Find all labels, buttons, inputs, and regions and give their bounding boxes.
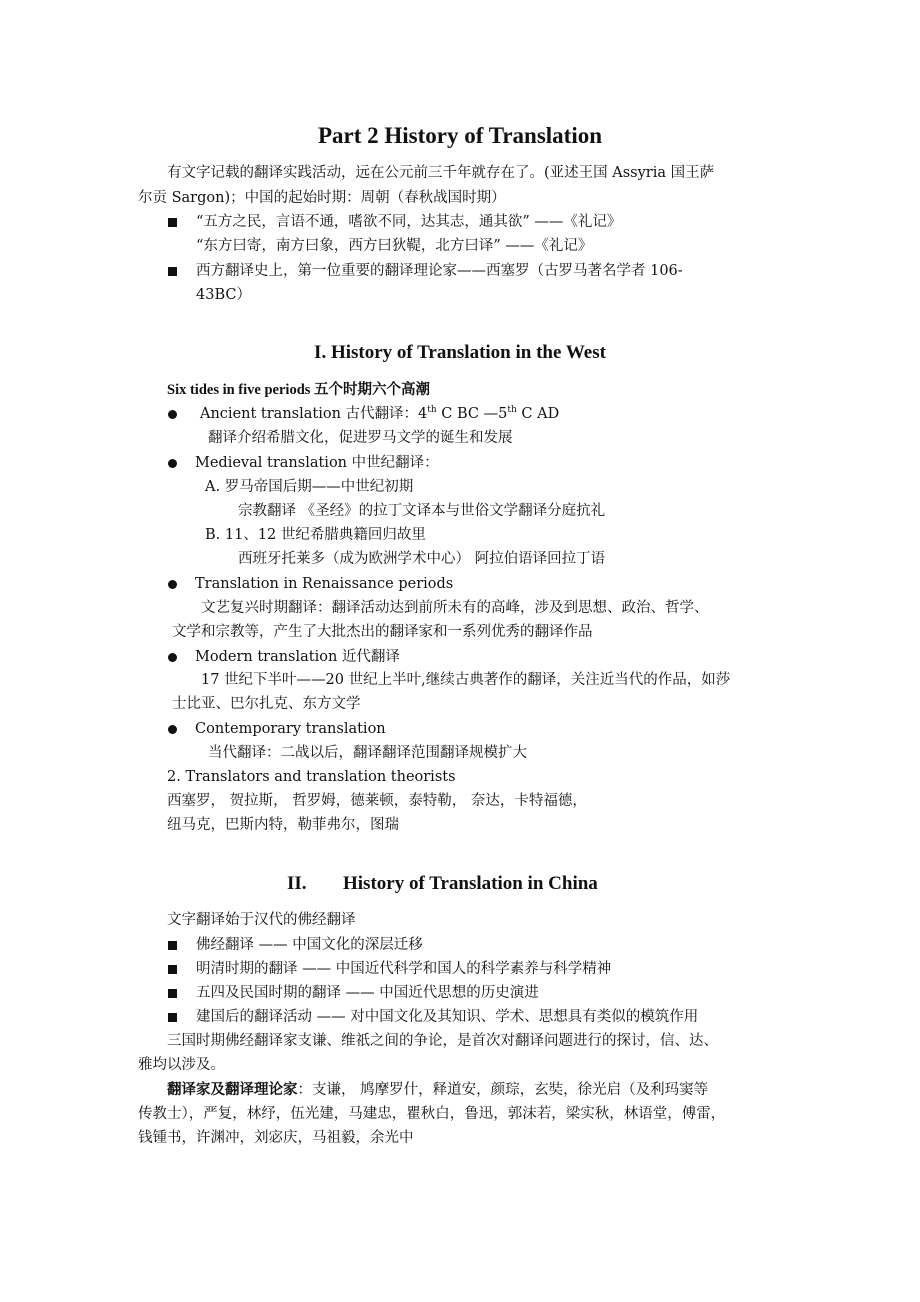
contemporary-desc: 当代翻译：二战以后，翻译翻译范围翻译规模扩大 [208, 745, 527, 761]
modern-desc-1: 17 世纪下半叶——20 世纪上半叶,继续古典著作的翻译，关注近当代的作品，如莎 [201, 672, 731, 688]
china-para-1-line-2: 雅均以涉及。 [138, 1057, 225, 1073]
cicero-line-1: 西方翻译史上，第一位重要的翻译理论家——西塞罗（古罗马著名学者 106- [196, 263, 683, 279]
section-heading-china-number: II. [287, 873, 307, 894]
square-bullet-icon [168, 983, 177, 1003]
west-translators-line-1: 西塞罗， 贺拉斯， 哲罗姆，德莱顿，泰特勒， 奈达，卡特福德， [167, 793, 587, 809]
contemporary-translation-label: Contemporary translation [195, 721, 386, 737]
square-bullet-icon [168, 935, 177, 955]
intro-line-2: 尔贡 Sargon)；中国的起始时期：周朝（春秋战国时期） [138, 190, 506, 206]
renaissance-desc-2: 文学和宗教等，产生了大批杰出的翻译家和一系列优秀的翻译作品 [172, 624, 593, 640]
china-bullet-ming-qing: 明清时期的翻译 —— 中国近代科学和国人的科学素养与科学精神 [196, 961, 612, 977]
round-bullet-icon [168, 453, 177, 473]
quote-liji-2: “东方曰寄，南方曰象，西方曰狄鞮，北方曰译” ——《礼记》 [196, 238, 593, 254]
china-para-2-line-3: 钱锺书，许渊冲，刘宓庆，马祖毅，余光中 [138, 1130, 414, 1146]
china-para-2-line-1: 翻译家及翻译理论家：支谦， 鸠摩罗什，释道安，颜琮，玄奘，徐光启（及利玛窦等 [167, 1081, 709, 1098]
china-translators-label: 翻译家及翻译理论家 [167, 1081, 298, 1098]
round-bullet-icon [168, 719, 177, 739]
square-bullet-icon [168, 261, 177, 281]
renaissance-translation-label: Translation in Renaissance periods [195, 576, 454, 592]
china-intro: 文字翻译始于汉代的佛经翻译 [167, 912, 356, 928]
china-para-1-line-1: 三国时期佛经翻译家支谦、维祇之间的争论，是首次对翻译问题进行的探讨，信、达、 [167, 1033, 718, 1049]
renaissance-desc-1: 文艺复兴时期翻译：翻译活动达到前所未有的高峰，涉及到思想、政治、哲学、 [201, 600, 709, 616]
intro-line-1: 有文字记载的翻译实践活动，远在公元前三千年就存在了。(亚述王国 Assyria 国王萨 [167, 165, 715, 181]
modern-translation-label: Modern translation 近代翻译 [195, 649, 400, 665]
west-subheading: Six tides in five periods 五个时期六个高潮 [167, 382, 431, 398]
modern-desc-2: 士比亚、巴尔扎克、东方文学 [172, 696, 361, 712]
china-bullet-may-fourth: 五四及民国时期的翻译 —— 中国近代思想的历史演进 [196, 985, 539, 1001]
page-title: Part 2 History of Translation [317, 123, 603, 148]
section-heading-west: I. History of Translation in the West [314, 342, 606, 363]
quote-liji-1: “五方之民，言语不通，嗜欲不同，达其志，通其欲” ——《礼记》 [196, 214, 622, 230]
ancient-translation-label: Ancient translation 古代翻译：4th C BC —5th C AD [200, 405, 560, 422]
round-bullet-icon [168, 647, 177, 667]
medieval-item-b-desc: 西班牙托莱多（成为欧洲学术中心） 阿拉伯语译回拉丁语 [238, 551, 606, 567]
round-bullet-icon [168, 404, 177, 424]
west-translators-line-2: 纽马克，巴斯内特，勒菲弗尔，图瑞 [167, 817, 399, 833]
medieval-item-a-desc: 宗教翻译 《圣经》的拉丁文译本与世俗文学翻译分庭抗礼 [238, 503, 606, 519]
square-bullet-icon [168, 1007, 177, 1027]
section-heading-china: History of Translation in China [343, 873, 598, 894]
medieval-translation-label: Medieval translation 中世纪翻译： [195, 455, 439, 471]
square-bullet-icon [168, 959, 177, 979]
translators-heading: 2. Translators and translation theorists [167, 769, 456, 785]
medieval-item-b: B. 11、12 世纪希腊典籍回归故里 [205, 527, 426, 543]
china-bullet-post-1949: 建国后的翻译活动 —— 对中国文化及其知识、学术、思想具有类似的模筑作用 [196, 1009, 699, 1025]
china-bullet-buddhist: 佛经翻译 —— 中国文化的深层迁移 [196, 937, 423, 953]
ancient-translation-desc: 翻译介绍希腊文化，促进罗马文学的诞生和发展 [208, 430, 513, 446]
round-bullet-icon [168, 574, 177, 594]
cicero-line-2: 43BC） [196, 287, 251, 303]
medieval-item-a: A. 罗马帝国后期——中世纪初期 [205, 479, 414, 495]
china-para-2-line-2: 传教士），严复，林纾，伍光建，马建忠，瞿秋白，鲁迅，郭沫若，梁实秋，林语堂，傅雷， [138, 1106, 726, 1122]
square-bullet-icon [168, 212, 177, 232]
